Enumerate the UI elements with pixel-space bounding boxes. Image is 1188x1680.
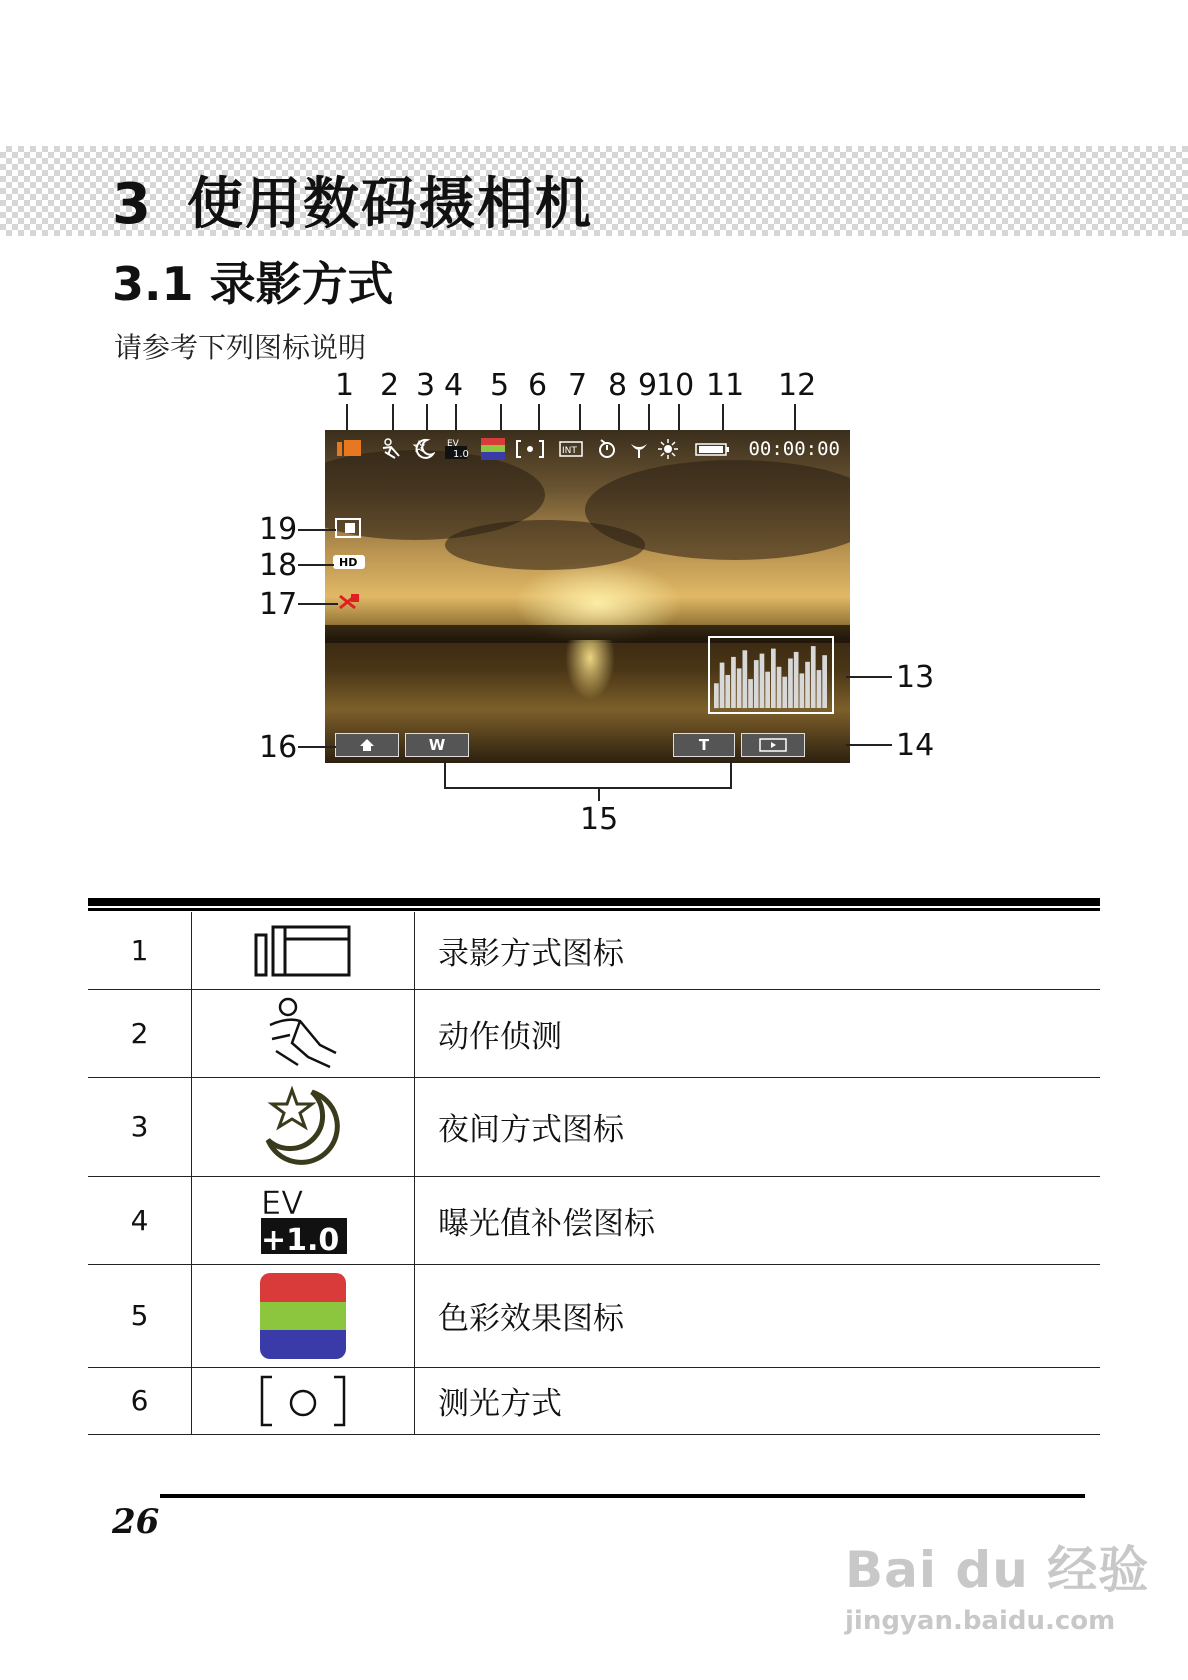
white-balance-icon bbox=[655, 438, 681, 458]
callout-6: 6 bbox=[528, 368, 548, 403]
row-number: 4 bbox=[88, 1176, 192, 1264]
playback-icon bbox=[759, 738, 787, 752]
cloud-shape bbox=[445, 520, 645, 570]
histogram-bar bbox=[822, 655, 827, 708]
night-mode-icon bbox=[411, 438, 435, 458]
table-row bbox=[88, 989, 1100, 1078]
callout-11: 11 bbox=[706, 368, 745, 403]
callout-5: 5 bbox=[490, 368, 510, 403]
home-button[interactable] bbox=[335, 733, 399, 757]
histogram-chart bbox=[710, 638, 832, 712]
callout-2: 2 bbox=[380, 368, 400, 403]
callout-8: 8 bbox=[608, 368, 628, 403]
intro-text: 请参考下列图标说明 bbox=[114, 331, 367, 364]
ev-compensation-icon bbox=[443, 438, 469, 458]
callout-17: 17 bbox=[259, 587, 298, 622]
row-number: 3 bbox=[88, 1077, 192, 1176]
leader-13 bbox=[846, 676, 892, 678]
table-row bbox=[88, 1264, 1100, 1368]
histogram-bar bbox=[771, 649, 776, 708]
night-mode-icon bbox=[192, 1077, 415, 1176]
baidu-watermark bbox=[845, 1530, 1149, 1636]
ev-compensation-icon bbox=[192, 1176, 415, 1264]
callout-9: 9 bbox=[638, 368, 658, 403]
table-top-rule bbox=[88, 898, 1100, 906]
table-row bbox=[88, 1077, 1100, 1177]
footer-rule bbox=[160, 1494, 1085, 1498]
leader-17 bbox=[298, 603, 338, 605]
leader-14 bbox=[846, 744, 892, 746]
motion-detect-icon bbox=[192, 989, 415, 1077]
sun-reflection bbox=[565, 640, 615, 700]
table-row bbox=[88, 1176, 1100, 1265]
histogram-bar bbox=[731, 657, 736, 708]
metering-icon bbox=[192, 1367, 415, 1434]
table-row bbox=[88, 1367, 1100, 1435]
hd-text: HD bbox=[339, 556, 358, 569]
histogram-bar bbox=[725, 675, 730, 708]
histogram-bar bbox=[714, 683, 719, 708]
int-text: INT bbox=[562, 446, 577, 456]
section-heading: 3.1 录影方式 bbox=[112, 257, 394, 311]
ev-small-text: 1.0 bbox=[453, 449, 469, 460]
callout-7: 7 bbox=[568, 368, 588, 403]
stabilizer-off-icon bbox=[337, 592, 361, 616]
macro-icon bbox=[627, 438, 651, 458]
histogram-panel bbox=[708, 636, 834, 714]
histogram-bar bbox=[760, 654, 765, 708]
histogram-bar bbox=[737, 668, 742, 708]
self-timer-icon bbox=[597, 438, 621, 458]
battery-icon bbox=[695, 438, 729, 458]
histogram-bar bbox=[811, 646, 816, 708]
metering-icon bbox=[515, 438, 545, 458]
color-effect-icon bbox=[192, 1264, 415, 1367]
row-number: 2 bbox=[88, 989, 192, 1077]
row-description: 录影方式图标 bbox=[438, 936, 624, 972]
histogram-bar bbox=[743, 650, 748, 708]
recording-timer: 00:00:00 bbox=[748, 438, 840, 460]
leader-19 bbox=[298, 529, 336, 531]
leader-15-right bbox=[730, 760, 732, 788]
callout-18: 18 bbox=[259, 548, 298, 583]
video-mode-icon bbox=[192, 912, 415, 989]
row-number: 5 bbox=[88, 1264, 192, 1367]
color-effect-icon bbox=[481, 438, 505, 458]
histogram-bar bbox=[754, 660, 759, 708]
callout-4: 4 bbox=[444, 368, 464, 403]
table-row bbox=[88, 912, 1100, 990]
callout-1: 1 bbox=[335, 368, 355, 403]
page-number: 26 bbox=[112, 1502, 160, 1542]
table-top-rule-thin bbox=[88, 908, 1100, 911]
callout-19: 19 bbox=[259, 512, 298, 547]
callout-14: 14 bbox=[896, 728, 935, 763]
zoom-in-button[interactable]: T bbox=[673, 733, 735, 757]
callout-3: 3 bbox=[416, 368, 436, 403]
status-bar bbox=[331, 436, 846, 462]
histogram-bar bbox=[805, 662, 810, 708]
histogram-bar bbox=[720, 663, 725, 708]
video-mode-icon bbox=[337, 438, 361, 458]
row-description: 动作侦测 bbox=[438, 1018, 562, 1055]
svg-text:EV: EV bbox=[447, 439, 459, 449]
callout-13: 13 bbox=[896, 660, 935, 695]
leader-15-stem bbox=[598, 787, 600, 801]
leader-18 bbox=[298, 564, 334, 566]
row-number: 6 bbox=[88, 1367, 192, 1434]
callout-12: 12 bbox=[778, 368, 817, 403]
chapter-heading bbox=[112, 160, 593, 240]
chapter-title: 使用数码摄相机 bbox=[186, 172, 593, 237]
row-description: 测光方式 bbox=[438, 1386, 562, 1422]
leader-15-left bbox=[444, 760, 446, 788]
histogram-bar bbox=[748, 679, 753, 708]
camera-screen-preview bbox=[325, 430, 850, 763]
ev-bottom-text: +1.0 bbox=[261, 1223, 340, 1256]
playback-button[interactable] bbox=[741, 733, 805, 757]
histogram-bar bbox=[817, 670, 822, 708]
histogram-bar bbox=[765, 672, 770, 708]
callout-15: 15 bbox=[580, 802, 619, 837]
histogram-bar bbox=[800, 673, 805, 708]
leader-15-bar bbox=[444, 787, 732, 789]
hd-quality-icon bbox=[333, 554, 365, 574]
histogram-bar bbox=[782, 677, 787, 708]
leader-16 bbox=[298, 746, 336, 748]
internal-memory-icon bbox=[559, 438, 583, 458]
callout-10: 10 bbox=[656, 368, 695, 403]
home-icon bbox=[359, 738, 375, 752]
motion-detect-icon bbox=[379, 438, 405, 458]
watermark-main: Bai du 经验 bbox=[845, 1541, 1150, 1599]
histogram-bar bbox=[777, 667, 782, 708]
histogram-bar bbox=[794, 652, 799, 708]
row-description: 夜间方式图标 bbox=[438, 1112, 624, 1148]
callout-16: 16 bbox=[259, 730, 298, 765]
histogram-bar bbox=[788, 659, 793, 709]
row-number: 1 bbox=[88, 912, 192, 989]
resolution-icon bbox=[335, 518, 361, 542]
chapter-number: 3 bbox=[112, 172, 153, 237]
row-description: 色彩效果图标 bbox=[438, 1301, 624, 1337]
zoom-out-button[interactable]: W bbox=[405, 733, 469, 757]
watermark-sub: jingyan.baidu.com bbox=[845, 1606, 1116, 1636]
ev-top-text: EV bbox=[261, 1184, 304, 1222]
row-description: 曝光值补偿图标 bbox=[438, 1205, 655, 1242]
